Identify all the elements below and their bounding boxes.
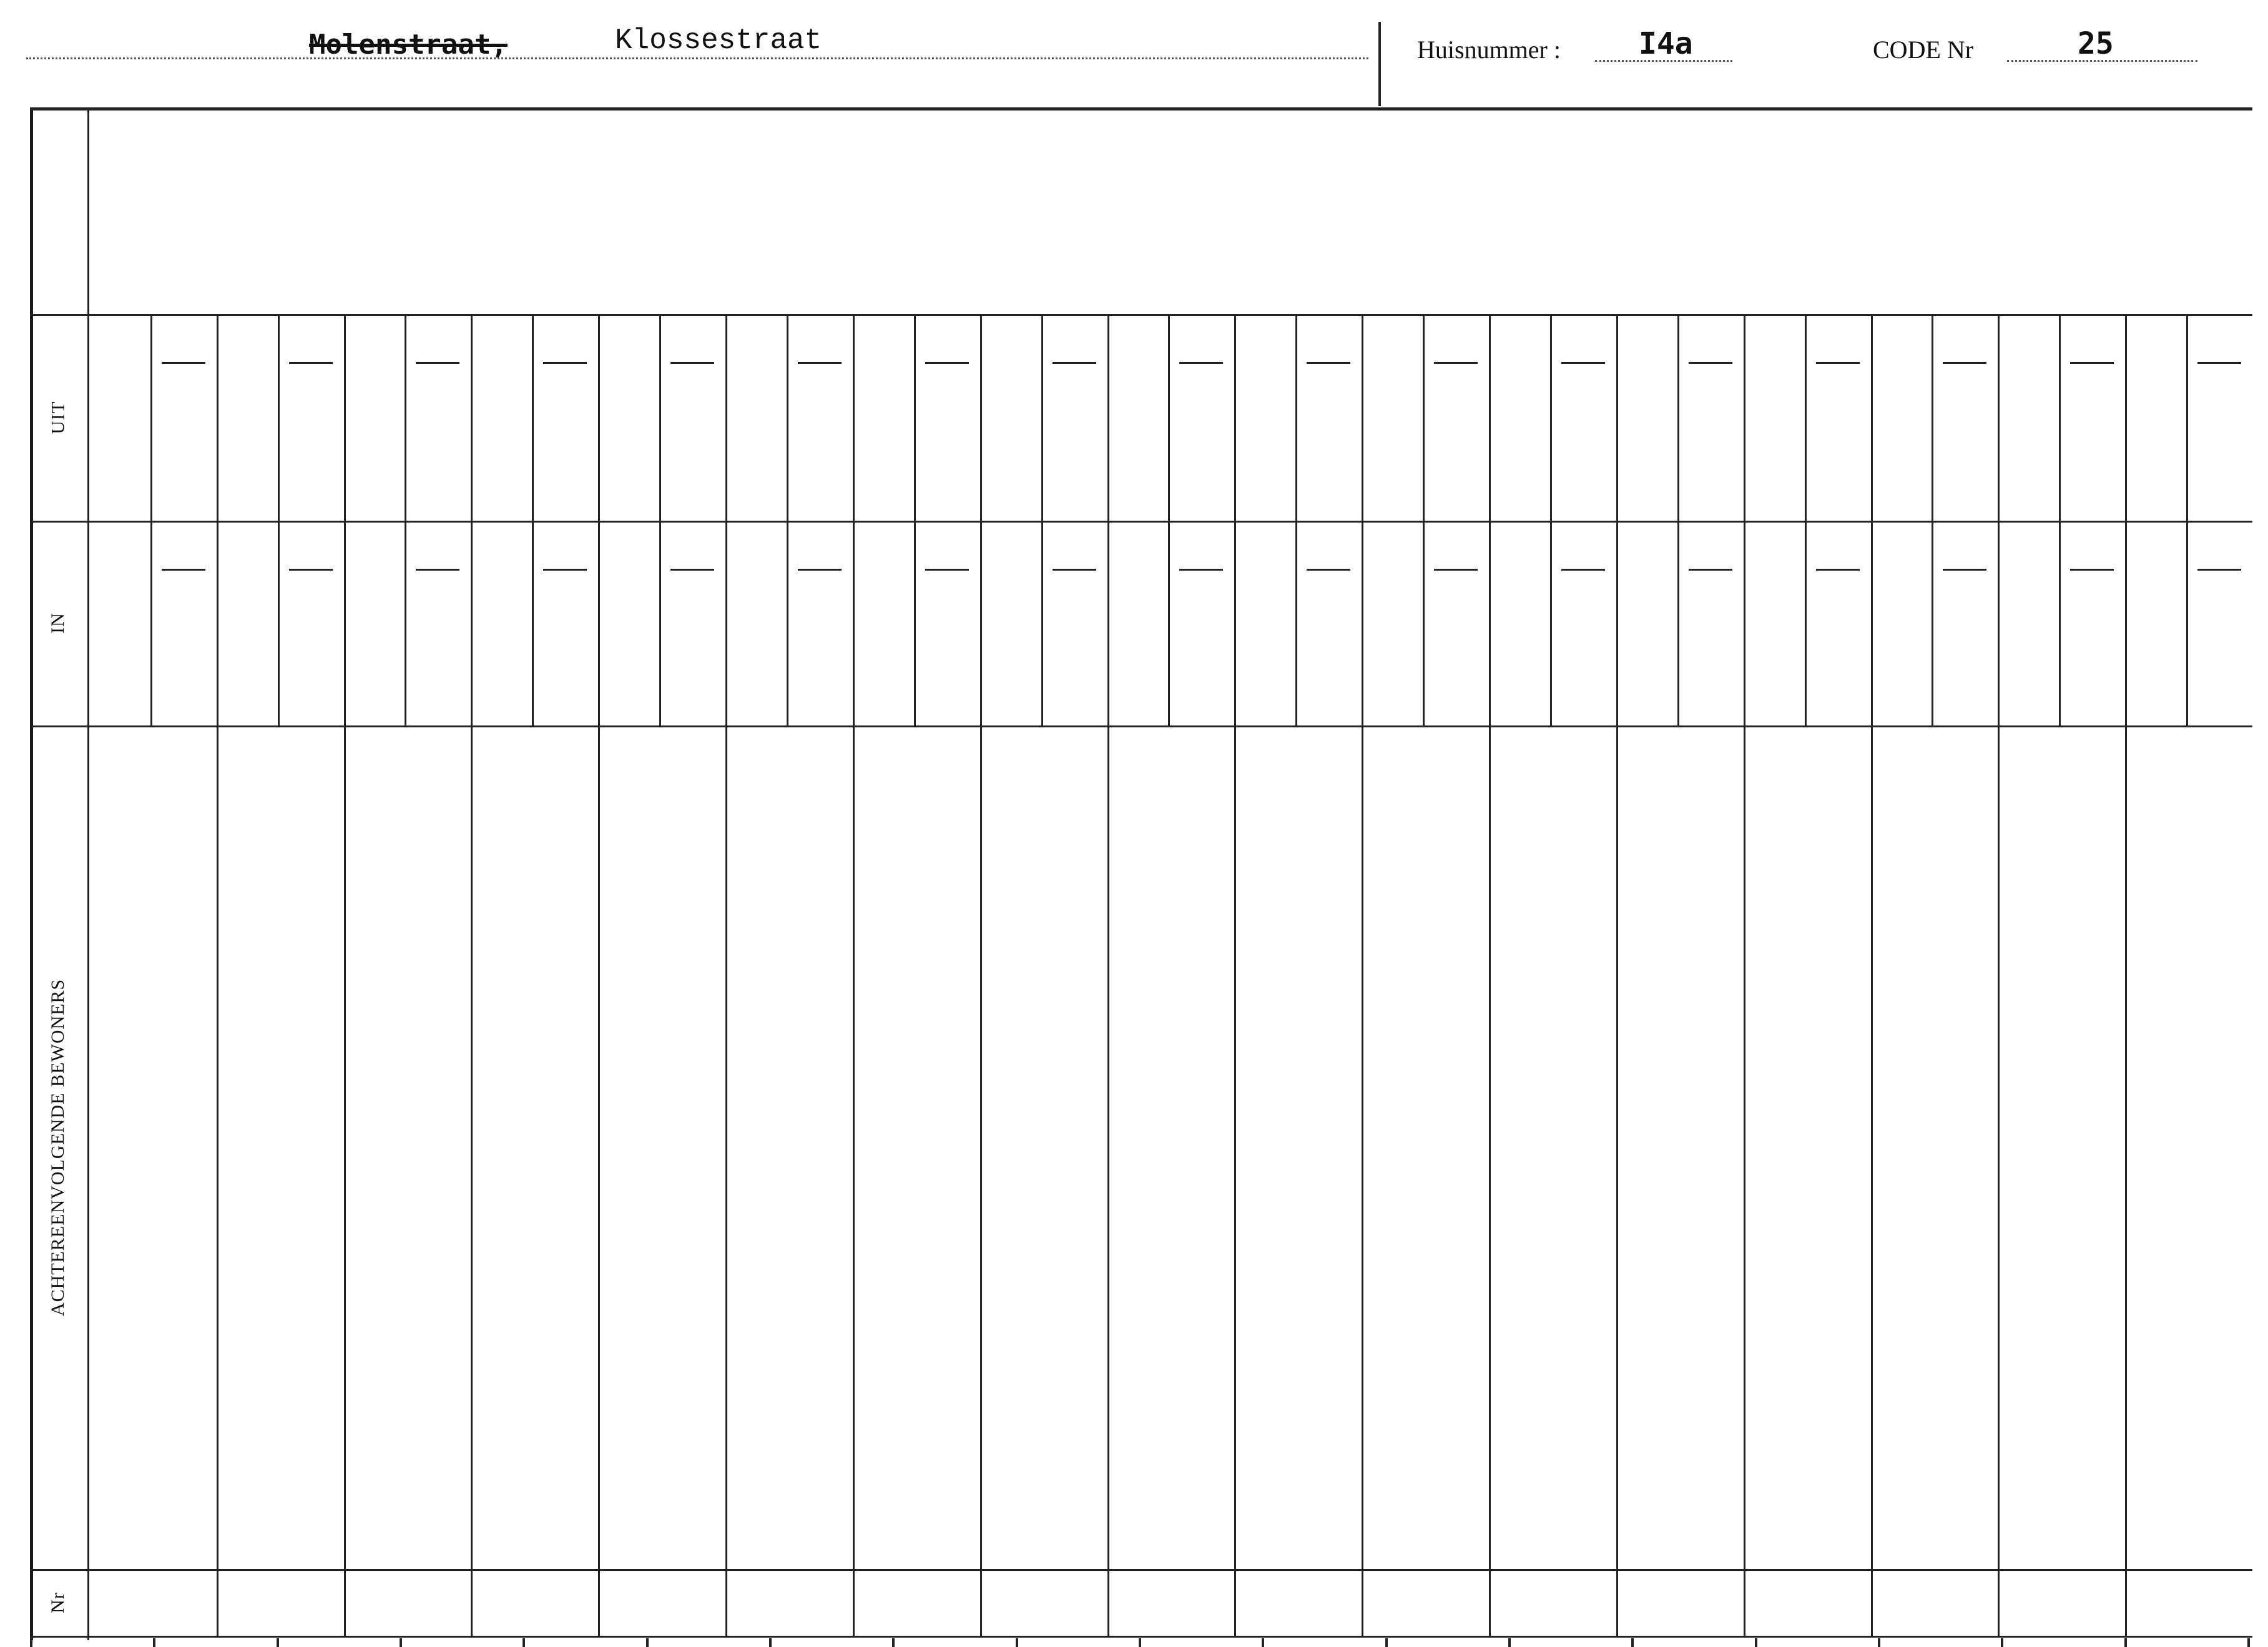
uit-entry-dash — [1561, 362, 1605, 364]
in-entry-dash — [1816, 569, 1860, 571]
uit-subcolumn-divider — [659, 315, 661, 521]
resident-cell — [89, 727, 217, 1569]
nr-cell — [1871, 1570, 1998, 1636]
uit-entry-dash — [1307, 362, 1350, 364]
in-entry-dash — [2070, 569, 2114, 571]
code-number-value: 25 — [2078, 26, 2114, 61]
resident-cell — [1362, 727, 1489, 1569]
bottom-tick-mark — [400, 1638, 402, 1647]
uit-subcolumn-divider — [532, 315, 534, 521]
uit-subcolumn-divider — [278, 315, 280, 521]
resident-cell — [471, 727, 598, 1569]
uit-entry-dash — [543, 362, 587, 364]
in-subcolumn-divider — [2059, 522, 2061, 725]
in-subcolumn-divider — [1805, 522, 1807, 725]
resident-cell — [980, 727, 1107, 1569]
in-subcolumn-divider — [278, 522, 280, 725]
uit-subcolumn-divider — [1295, 315, 1297, 521]
nr-cell — [853, 1570, 980, 1636]
resident-cell — [217, 727, 344, 1569]
uit-entry-dash — [416, 362, 459, 364]
resident-cell — [725, 727, 853, 1569]
in-entry-dash — [1179, 569, 1223, 571]
bottom-tick-mark — [1262, 1638, 1264, 1647]
nr-cell — [1489, 1570, 1616, 1636]
in-entry-dash — [1689, 569, 1732, 571]
uit-entry-dash — [162, 362, 205, 364]
in-subcolumn-divider — [405, 522, 406, 725]
resident-cell — [1871, 727, 1998, 1569]
bottom-tick-mark — [769, 1638, 772, 1647]
bottom-tick-mark — [1508, 1638, 1511, 1647]
nr-cell — [1107, 1570, 1235, 1636]
uit-entry-dash — [1689, 362, 1732, 364]
in-subcolumn-divider — [150, 522, 152, 725]
in-entry-dash — [1434, 569, 1478, 571]
uit-subcolumn-divider — [1677, 315, 1679, 521]
resident-cell — [1998, 727, 2125, 1569]
row-label-nr-text: Nr — [47, 1591, 68, 1613]
resident-cell — [1107, 727, 1235, 1569]
uit-entry-dash — [1434, 362, 1478, 364]
uit-entry-dash — [1816, 362, 1860, 364]
nr-cell — [1234, 1570, 1362, 1636]
in-subcolumn-divider — [2186, 522, 2188, 725]
nr-cell — [1998, 1570, 2125, 1636]
row-label-nr — [36, 1569, 80, 1636]
uit-subcolumn-divider — [1932, 315, 1933, 521]
resident-cell — [598, 727, 725, 1569]
row-label-uit — [36, 314, 80, 521]
row-label-uit-text: UIT — [47, 401, 68, 434]
uit-entry-dash — [925, 362, 969, 364]
bottom-tick-mark — [30, 1638, 32, 1647]
resident-cell — [1744, 727, 1871, 1569]
uit-subcolumn-divider — [150, 315, 152, 521]
bottom-tick-mark — [892, 1638, 895, 1647]
nr-cell — [2125, 1570, 2252, 1636]
in-subcolumn-divider — [1550, 522, 1552, 725]
bottom-tick-mark — [153, 1638, 155, 1647]
row-label-in — [36, 521, 80, 725]
in-subcolumn-divider — [532, 522, 534, 725]
nr-cell — [471, 1570, 598, 1636]
bottom-tick-mark — [2247, 1638, 2250, 1647]
row-label-residents — [36, 725, 80, 1569]
resident-cell — [853, 727, 980, 1569]
grid-bottom-border — [30, 1636, 2252, 1638]
nr-cell — [1744, 1570, 1871, 1636]
uit-subcolumn-divider — [1423, 315, 1425, 521]
uit-subcolumn-divider — [2186, 315, 2188, 521]
uit-subcolumn-divider — [787, 315, 788, 521]
nr-cell — [89, 1570, 217, 1636]
in-entry-dash — [1307, 569, 1350, 571]
uit-entry-dash — [798, 362, 842, 364]
nr-cell — [217, 1570, 344, 1636]
uit-subcolumn-divider — [1805, 315, 1807, 521]
resident-cell — [1616, 727, 1744, 1569]
bottom-tick-mark — [1385, 1638, 1388, 1647]
house-number-label: Huisnummer : — [1417, 36, 1561, 64]
row-label-in-text: IN — [47, 612, 68, 634]
bottom-tick-mark — [2001, 1638, 2003, 1647]
bottom-tick-mark — [523, 1638, 525, 1647]
nr-cell — [598, 1570, 725, 1636]
nr-cell — [1362, 1570, 1489, 1636]
in-entry-dash — [670, 569, 714, 571]
code-number-label: CODE Nr — [1873, 36, 1974, 64]
bottom-tick-mark — [1878, 1638, 1880, 1647]
uit-subcolumn-divider — [1041, 315, 1043, 521]
in-subcolumn-divider — [1295, 522, 1297, 725]
uit-entry-dash — [289, 362, 333, 364]
in-entry-dash — [798, 569, 842, 571]
uit-entry-dash — [1943, 362, 1986, 364]
in-subcolumn-divider — [1932, 522, 1933, 725]
nr-cell — [344, 1570, 471, 1636]
in-entry-dash — [289, 569, 333, 571]
in-entry-dash — [1943, 569, 1986, 571]
resident-cell — [1234, 727, 1362, 1569]
uit-subcolumn-divider — [1168, 315, 1170, 521]
nr-cell — [725, 1570, 853, 1636]
bottom-tick-mark — [2124, 1638, 2127, 1647]
in-subcolumn-divider — [659, 522, 661, 725]
in-entry-dash — [1561, 569, 1605, 571]
resident-cell — [1489, 727, 1616, 1569]
in-subcolumn-divider — [787, 522, 788, 725]
resident-cell — [344, 727, 471, 1569]
row-separator-top — [30, 314, 2252, 316]
in-subcolumn-divider — [914, 522, 916, 725]
street-old-struck: Molenstraat, — [309, 29, 508, 61]
uit-entry-dash — [2070, 362, 2114, 364]
bottom-tick-mark — [1631, 1638, 1634, 1647]
in-subcolumn-divider — [1423, 522, 1425, 725]
uit-subcolumn-divider — [2059, 315, 2061, 521]
uit-subcolumn-divider — [1550, 315, 1552, 521]
in-subcolumn-divider — [1677, 522, 1679, 725]
uit-entry-dash — [1053, 362, 1096, 364]
in-entry-dash — [2197, 569, 2241, 571]
bottom-tick-mark — [1016, 1638, 1018, 1647]
uit-entry-dash — [670, 362, 714, 364]
in-subcolumn-divider — [1168, 522, 1170, 725]
in-entry-dash — [925, 569, 969, 571]
in-entry-dash — [162, 569, 205, 571]
resident-cell — [2125, 727, 2252, 1569]
nr-cell — [980, 1570, 1107, 1636]
header-divider — [1378, 22, 1381, 106]
bottom-tick-mark — [1139, 1638, 1141, 1647]
street-name: Klossestraat — [615, 24, 822, 57]
street-dotted-line — [26, 57, 1368, 59]
in-entry-dash — [543, 569, 587, 571]
in-entry-dash — [416, 569, 459, 571]
nr-cell — [1616, 1570, 1744, 1636]
bottom-tick-mark — [1755, 1638, 1757, 1647]
bottom-tick-mark — [277, 1638, 279, 1647]
uit-subcolumn-divider — [914, 315, 916, 521]
grid-top-border — [30, 107, 2252, 111]
in-subcolumn-divider — [1041, 522, 1043, 725]
house-number-value: I4a — [1639, 26, 1693, 61]
uit-entry-dash — [1179, 362, 1223, 364]
row-separator-uit-in — [30, 521, 2252, 523]
in-entry-dash — [1053, 569, 1096, 571]
uit-entry-dash — [2197, 362, 2241, 364]
bottom-tick-mark — [646, 1638, 649, 1647]
row-label-residents-text: ACHTEREENVOLGENDE BEWONERS — [47, 978, 68, 1316]
uit-subcolumn-divider — [405, 315, 406, 521]
